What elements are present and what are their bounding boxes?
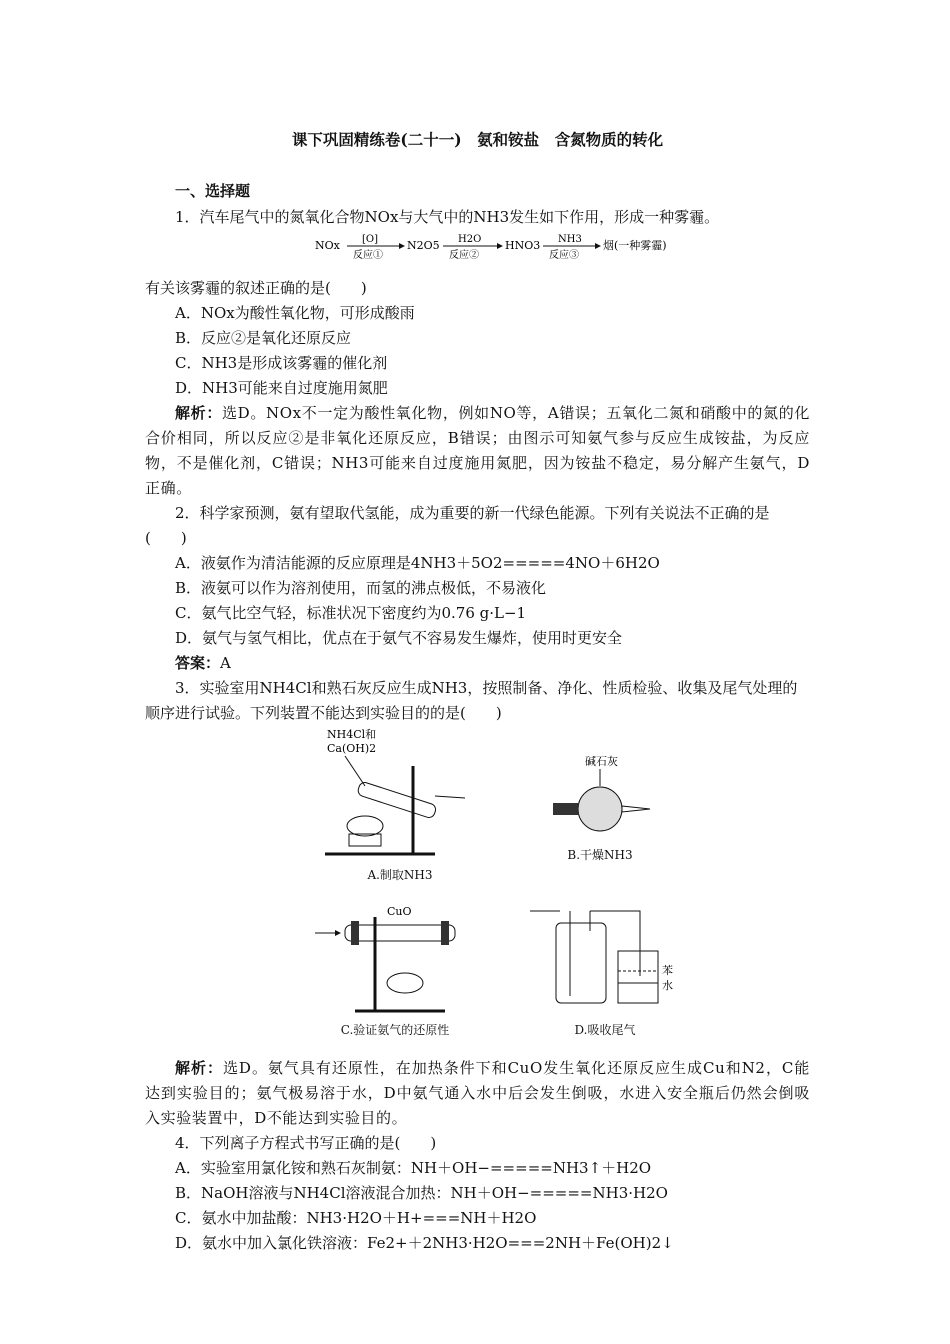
answer-value: A	[220, 654, 231, 672]
apparatus-d-illustration	[530, 901, 680, 1016]
figD-label1: 苯	[662, 964, 673, 977]
figB-caption: B.干燥NH3	[567, 848, 633, 862]
analysis-text: 选D。氨气具有还原性，在加热条件下和CuO发生氧化还原反应生成Cu和N2，C能达到实验目的；氨气极易溶于水，D中氨气通入水中后会发生倒吸，水进入安全瓶后仍然会倒吸入实验装置中，D不能达到实验目的。	[145, 1059, 810, 1127]
analysis-label: 解析：	[175, 1059, 223, 1077]
flow-s2: HNO3	[505, 239, 541, 252]
figA-label1: NH4Cl和	[327, 728, 377, 741]
figC-caption: C.验证氨气的还原性	[340, 1023, 450, 1037]
flow-s1: N2O5	[407, 239, 440, 252]
analysis-label: 解析：	[175, 404, 223, 422]
q3-analysis	[145, 1056, 810, 1131]
figA-caption: A.制取NH3	[367, 868, 433, 882]
figure-b	[545, 751, 655, 863]
figure-d	[530, 901, 680, 1038]
q4-option-d: D．氨水中加入氯化铁溶液：Fe2+＋2NH3·H2O===2NH＋Fe(OH)2↓	[175, 1234, 674, 1252]
q1-stem: 1．汽车尾气中的氮氧化合物NOx与大气中的NH3发生如下作用，形成一种雾霾。	[175, 208, 720, 226]
q1-option-c: C．NH3是形成该雾霾的催化剂	[175, 354, 388, 372]
flow-s0: NOx	[315, 239, 340, 252]
q4-option-c: C．氨水中加盐酸：NH3·H2O＋H+===NH＋H2O	[175, 1209, 537, 1227]
q1-reaction-flow	[315, 232, 810, 260]
figD-label2: 水	[662, 979, 673, 992]
section-heading: 一、选择题	[175, 182, 251, 200]
q3-stem: 3．实验室用NH4Cl和熟石灰反应生成NH3，按照制备、净化、性质检验、收集及尾气处理的顺序进行试验。下列装置不能达到实验目的的是( )	[145, 679, 798, 722]
figA-label2: Ca(OH)2	[327, 742, 377, 755]
q2-option-c: C．氨气比空气轻，标准状况下密度约为0.76 g·L−1	[175, 604, 527, 622]
q2-option-b: B．液氨可以作为溶剂使用，而氢的沸点极低，不易液化	[175, 579, 547, 597]
figure-c	[315, 901, 475, 1038]
document-page	[145, 120, 810, 1256]
q4-stem: 4．下列离子方程式书写正确的是( )	[175, 1134, 437, 1152]
q1-analysis	[145, 401, 810, 501]
figB-label: 碱石灰	[585, 755, 618, 768]
q2-stem: 2．科学家预测，氨有望取代氢能，成为重要的新一代绿色能源。下列有关说法不正确的是( )	[145, 504, 770, 547]
flow-a3-bot: 反应③	[549, 250, 579, 260]
q2-answer	[175, 651, 810, 676]
q2-option-d: D．氨气与氢气相比，优点在于氨气不容易发生爆炸，使用时更安全	[175, 629, 623, 647]
flow-a3-top: NH3	[558, 234, 582, 245]
page-title: 课下巩固精练卷(二十一) 氨和铵盐 含氮物质的转化	[291, 130, 664, 149]
q3-figure-row-2	[145, 891, 810, 1056]
q1-ask: 有关该雾霾的叙述正确的是( )	[145, 279, 367, 297]
figure-a	[325, 726, 475, 883]
analysis-text: 选D。NOx不一定为酸性氧化物，例如NO等，A错误；五氧化二氮和硝酸中的氮的化合价相同，所以反应②是非氧化还原反应，B错误；由图示可知氨气参与反应生成铵盐，为反应物，不是催化剂，C错误；NH3可能来自过度施用氮肥，因为铵盐不稳定，易分解产生氨气，D正确。	[145, 404, 810, 497]
flow-s3: 烟(一种雾霾)	[603, 239, 667, 252]
q4-option-b: B．NaOH溶液与NH4Cl溶液混合加热：NH＋OH−=====NH3·H2O	[175, 1184, 668, 1202]
q1-option-d: D．NH3可能来自过度施用氮肥	[175, 379, 388, 397]
apparatus-c-illustration	[315, 901, 475, 1016]
figD-caption: D.吸收尾气	[574, 1023, 636, 1037]
apparatus-a-illustration	[325, 726, 475, 861]
figC-label: CuO	[387, 905, 412, 918]
flow-a1-bot: 反应①	[353, 250, 383, 260]
flow-a2-top: H2O	[458, 234, 482, 245]
flow-a1-top: [O]	[362, 234, 379, 245]
answer-label: 答案：	[175, 654, 221, 672]
flow-a2-bot: 反应②	[449, 250, 479, 260]
q3-figure-row-1	[145, 726, 810, 891]
q1-option-a: A．NOx为酸性氧化物，可形成酸雨	[175, 304, 415, 322]
apparatus-b-illustration	[545, 751, 655, 841]
reaction-flow-diagram	[315, 232, 695, 260]
q1-option-b: B．反应②是氧化还原反应	[175, 329, 352, 347]
q4-option-a: A．实验室用氯化铵和熟石灰制氨：NH＋OH−=====NH3↑＋H2O	[175, 1159, 652, 1177]
q2-option-a: A．液氨作为清洁能源的反应原理是4NH3＋5O2=====4NO＋6H2O	[175, 554, 660, 572]
